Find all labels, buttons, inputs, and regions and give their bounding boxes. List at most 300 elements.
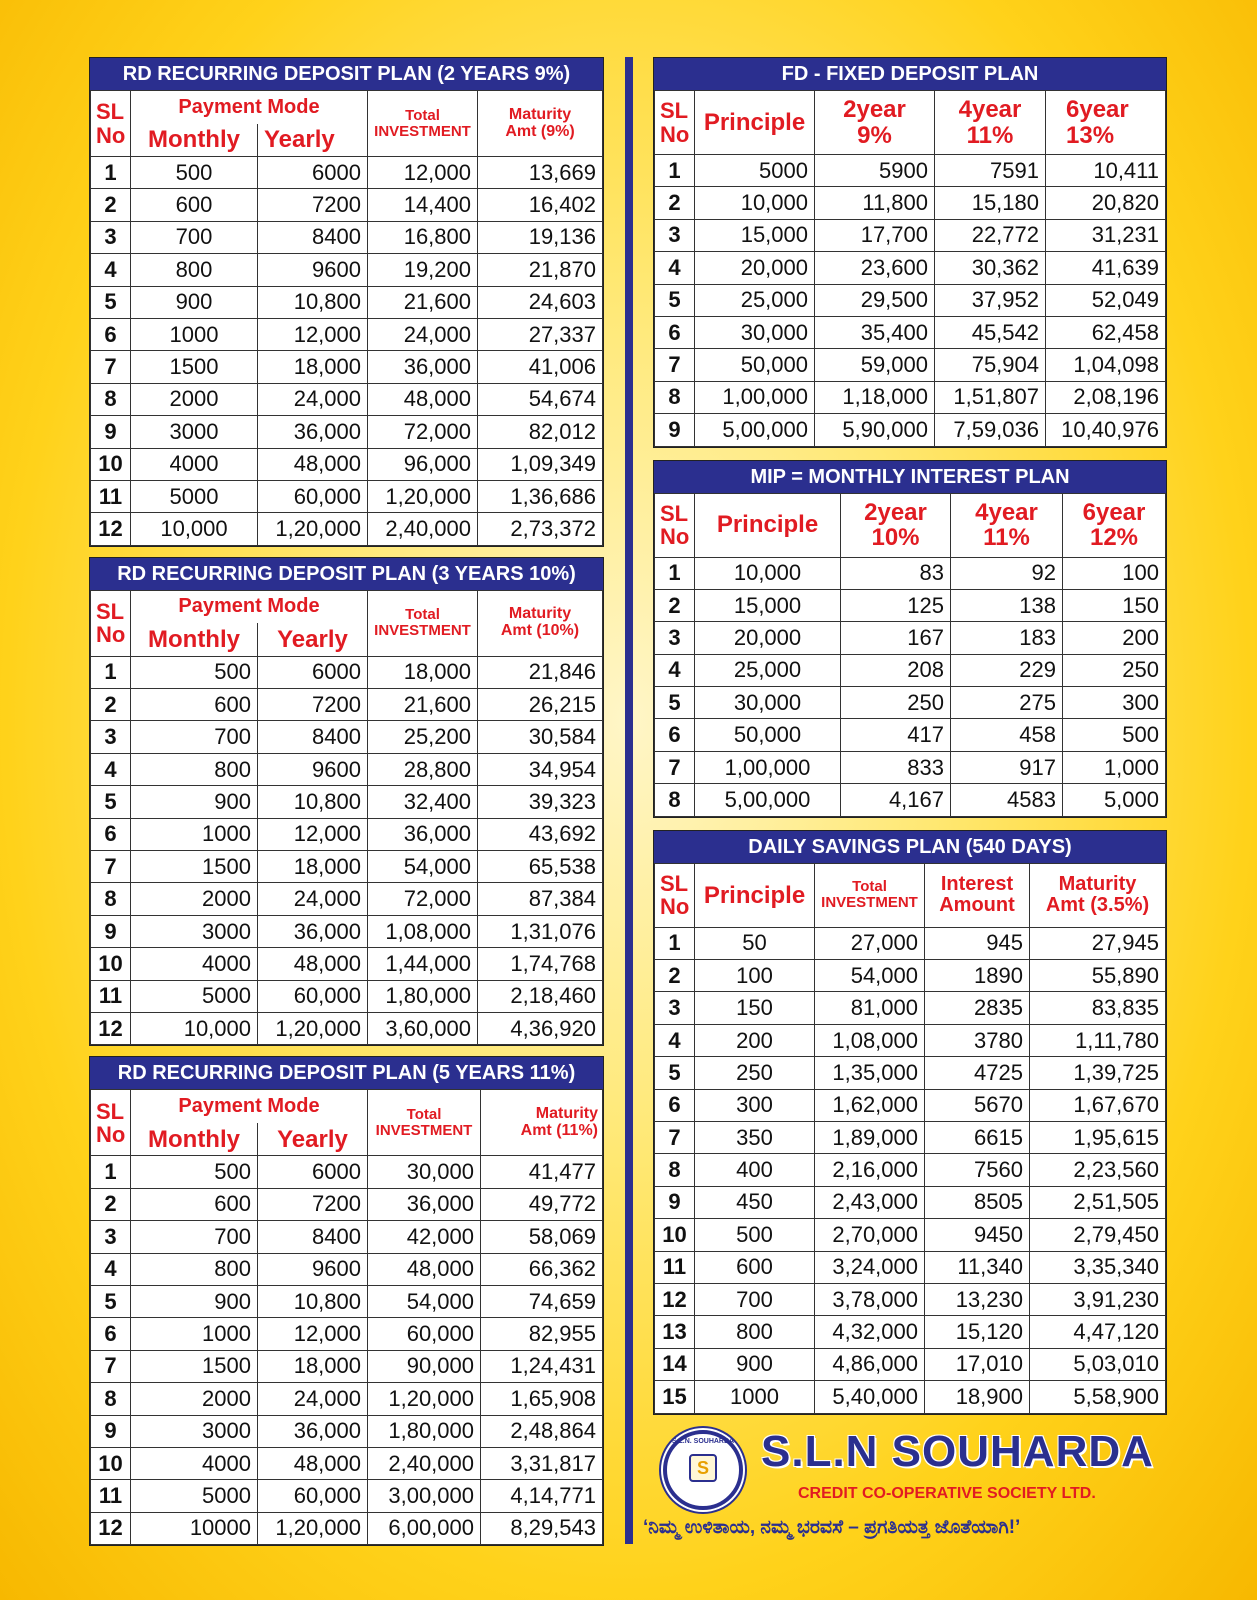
- table-cell: 3,31,817: [481, 1447, 603, 1479]
- plan-title: RD RECURRING DEPOSIT PLAN (2 YEARS 9%): [90, 58, 603, 90]
- serial-number-cell: 7: [91, 1350, 131, 1382]
- table-row: [91, 980, 603, 1012]
- table-row: [91, 1012, 603, 1044]
- table-cell: 3,24,000: [815, 1251, 925, 1283]
- table-cell: 36,000: [258, 416, 368, 448]
- table-cell: 66,362: [481, 1253, 603, 1285]
- serial-number-cell: 7: [655, 751, 695, 783]
- table-cell: 11,340: [925, 1251, 1030, 1283]
- table-cell: 2,43,000: [815, 1186, 925, 1218]
- table-cell: 15,000: [695, 589, 841, 621]
- serial-number-cell: 4: [655, 252, 695, 284]
- table-row: [91, 1318, 603, 1350]
- payment-mode-header: Payment Mode: [131, 1090, 368, 1123]
- serial-number-cell: 11: [655, 1251, 695, 1283]
- serial-number-cell: 8: [655, 1154, 695, 1186]
- table-cell: 200: [1063, 622, 1166, 654]
- serial-number-cell: 9: [91, 416, 131, 448]
- serial-number-cell: 5: [655, 1057, 695, 1089]
- sl-header: SL No: [655, 493, 695, 557]
- table-cell: 18,000: [258, 351, 368, 383]
- table-cell: 3,00,000: [368, 1480, 481, 1512]
- table-cell: 200: [695, 1024, 815, 1056]
- serial-number-cell: 10: [655, 1219, 695, 1251]
- table-cell: 9450: [925, 1219, 1030, 1251]
- total-investment-header: Total INVESTMENT: [815, 863, 925, 927]
- table-row: [655, 1089, 1166, 1121]
- table-cell: 1,11,780: [1030, 1024, 1166, 1056]
- table-cell: 500: [695, 1219, 815, 1251]
- table-cell: 21,870: [478, 254, 603, 286]
- table-cell: 15,000: [695, 219, 815, 251]
- table-cell: 945: [925, 927, 1030, 959]
- daily-savings-table: [654, 863, 1166, 1414]
- serial-number-cell: 9: [655, 1186, 695, 1218]
- table-cell: 12,000: [258, 318, 368, 350]
- brand-name: S.L.N SOUHARDA: [761, 1427, 1154, 1476]
- table-cell: 600: [131, 689, 258, 721]
- table-cell: 208: [841, 654, 951, 686]
- table-cell: 10,000: [131, 513, 258, 545]
- table-cell: 41,477: [481, 1156, 603, 1188]
- table-row: [91, 1415, 603, 1447]
- table-cell: 20,820: [1046, 187, 1166, 219]
- table-cell: 15,180: [935, 187, 1046, 219]
- plan-title: RD RECURRING DEPOSIT PLAN (3 YEARS 10%): [90, 558, 603, 590]
- monthly-header: Monthly: [131, 1123, 258, 1156]
- table-cell: 5000: [131, 1480, 258, 1512]
- table-cell: 1,00,000: [695, 751, 841, 783]
- table-cell: 18,900: [925, 1381, 1030, 1413]
- table-cell: 41,006: [478, 351, 603, 383]
- table-cell: 2,40,000: [368, 1447, 481, 1479]
- table-cell: 8400: [258, 1221, 368, 1253]
- table-cell: 29,500: [815, 284, 935, 316]
- serial-number-cell: 10: [91, 448, 131, 480]
- table-cell: 24,603: [478, 286, 603, 318]
- serial-number-cell: 5: [91, 286, 131, 318]
- maturity-header: Maturity Amt (10%): [478, 590, 603, 656]
- table-cell: 50,000: [695, 719, 841, 751]
- table-row: [91, 883, 603, 915]
- table-row: [91, 818, 603, 850]
- table-cell: 82,012: [478, 416, 603, 448]
- table-cell: 90,000: [368, 1350, 481, 1382]
- table-cell: 150: [1063, 589, 1166, 621]
- table-cell: 54,000: [815, 960, 925, 992]
- table-cell: 5,90,000: [815, 414, 935, 446]
- serial-number-cell: 6: [655, 719, 695, 751]
- mip-table: [654, 493, 1166, 817]
- left-column: [89, 57, 604, 1556]
- table-cell: 300: [1063, 687, 1166, 719]
- serial-number-cell: 10: [91, 1447, 131, 1479]
- serial-number-cell: 8: [91, 883, 131, 915]
- interest-amount-header: Interest Amount: [925, 863, 1030, 927]
- table-row: [655, 1024, 1166, 1056]
- table-cell: 500: [1063, 719, 1166, 751]
- table-cell: 500: [131, 1156, 258, 1188]
- table-cell: 5000: [695, 155, 815, 187]
- serial-number-cell: 3: [655, 992, 695, 1024]
- table-cell: 5000: [131, 480, 258, 512]
- sl-header: SL No: [655, 91, 695, 155]
- table-cell: 18,000: [258, 1350, 368, 1382]
- table-row: [655, 284, 1166, 316]
- table-row: [655, 557, 1166, 589]
- table-row: [91, 221, 603, 253]
- table-cell: 24,000: [258, 883, 368, 915]
- table-cell: 35,400: [815, 316, 935, 348]
- table-cell: 24,000: [258, 1383, 368, 1415]
- serial-number-cell: 1: [91, 1156, 131, 1188]
- table-cell: 13,669: [478, 157, 603, 189]
- table-cell: 14,400: [368, 189, 478, 221]
- table-cell: 400: [695, 1154, 815, 1186]
- brand-subtitle: CREDIT CO-OPERATIVE SOCIETY LTD.: [798, 1485, 1096, 1502]
- table-cell: 4583: [951, 784, 1063, 816]
- table-cell: 49,772: [481, 1188, 603, 1220]
- yearly-header: Yearly: [258, 623, 368, 656]
- table-cell: 917: [951, 751, 1063, 783]
- table-cell: 45,542: [935, 316, 1046, 348]
- serial-number-cell: 8: [655, 784, 695, 816]
- seal-emblem-icon: S: [689, 1454, 717, 1482]
- table-cell: 15,120: [925, 1316, 1030, 1348]
- table-row: [655, 687, 1166, 719]
- table-row: [91, 189, 603, 221]
- table-cell: 417: [841, 719, 951, 751]
- table-cell: 2,73,372: [478, 513, 603, 545]
- table-cell: 2,79,450: [1030, 1219, 1166, 1251]
- table-cell: 4000: [131, 1447, 258, 1479]
- table-cell: 900: [695, 1348, 815, 1380]
- table-cell: 59,000: [815, 349, 935, 381]
- table-cell: 3000: [131, 915, 258, 947]
- table-cell: 32,400: [368, 786, 478, 818]
- table-cell: 833: [841, 751, 951, 783]
- serial-number-cell: 8: [655, 381, 695, 413]
- table-cell: 1,24,431: [481, 1350, 603, 1382]
- serial-number-cell: 3: [91, 221, 131, 253]
- serial-number-cell: 6: [655, 316, 695, 348]
- table-row: [655, 381, 1166, 413]
- table-row: [91, 448, 603, 480]
- rd-3-year-table: [90, 590, 603, 1046]
- table-row: [91, 383, 603, 415]
- table-cell: 1,20,000: [258, 1512, 368, 1544]
- maturity-header: Maturity Amt (9%): [478, 91, 603, 157]
- table-row: [655, 927, 1166, 959]
- table-cell: 65,538: [478, 851, 603, 883]
- yearly-header: Yearly: [258, 124, 368, 157]
- table-cell: 13,230: [925, 1283, 1030, 1315]
- serial-number-cell: 8: [91, 383, 131, 415]
- table-cell: 30,000: [695, 687, 841, 719]
- sl-header: SL No: [91, 91, 131, 157]
- serial-number-cell: 15: [655, 1381, 695, 1413]
- table-cell: 350: [695, 1121, 815, 1153]
- table-cell: 700: [131, 721, 258, 753]
- table-cell: 16,800: [368, 221, 478, 253]
- table-row: [655, 1348, 1166, 1380]
- table-cell: 100: [695, 960, 815, 992]
- table-cell: 54,000: [368, 851, 478, 883]
- table-cell: 1000: [695, 1381, 815, 1413]
- table-cell: 900: [131, 786, 258, 818]
- table-cell: 36,000: [258, 915, 368, 947]
- table-cell: 229: [951, 654, 1063, 686]
- table-cell: 48,000: [368, 1253, 481, 1285]
- serial-number-cell: 1: [91, 157, 131, 189]
- table-row: [91, 786, 603, 818]
- table-cell: 4,86,000: [815, 1348, 925, 1380]
- table-cell: 24,000: [368, 318, 478, 350]
- table-cell: 1000: [131, 1318, 258, 1350]
- serial-number-cell: 1: [91, 656, 131, 688]
- table-cell: 150: [695, 992, 815, 1024]
- table-cell: 1500: [131, 851, 258, 883]
- table-cell: 1500: [131, 1350, 258, 1382]
- table-row: [91, 351, 603, 383]
- table-cell: 167: [841, 622, 951, 654]
- table-cell: 16,402: [478, 189, 603, 221]
- table-cell: 17,010: [925, 1348, 1030, 1380]
- table-row: [91, 416, 603, 448]
- table-cell: 41,639: [1046, 252, 1166, 284]
- table-cell: 183: [951, 622, 1063, 654]
- serial-number-cell: 4: [91, 1253, 131, 1285]
- table-cell: 4,32,000: [815, 1316, 925, 1348]
- table-cell: 2,16,000: [815, 1154, 925, 1186]
- table-cell: 24,000: [258, 383, 368, 415]
- table-cell: 2000: [131, 1383, 258, 1415]
- table-cell: 60,000: [258, 480, 368, 512]
- table-cell: 3000: [131, 1415, 258, 1447]
- table-row: [655, 719, 1166, 751]
- table-cell: 42,000: [368, 1221, 481, 1253]
- payment-mode-header: Payment Mode: [131, 91, 368, 124]
- table-row: [655, 1316, 1166, 1348]
- table-cell: 8400: [258, 221, 368, 253]
- table-cell: 5,58,900: [1030, 1381, 1166, 1413]
- table-row: [655, 1219, 1166, 1251]
- monthly-header: Monthly: [131, 623, 258, 656]
- table-cell: 19,200: [368, 254, 478, 286]
- serial-number-cell: 12: [91, 513, 131, 545]
- table-row: [91, 286, 603, 318]
- table-cell: 87,384: [478, 883, 603, 915]
- yearly-header: Yearly: [258, 1123, 368, 1156]
- table-cell: 1,62,000: [815, 1089, 925, 1121]
- table-row: [655, 1186, 1166, 1218]
- table-cell: 1,67,670: [1030, 1089, 1166, 1121]
- table-row: [91, 689, 603, 721]
- serial-number-cell: 9: [655, 414, 695, 446]
- serial-number-cell: 11: [91, 480, 131, 512]
- table-row: [655, 784, 1166, 816]
- serial-number-cell: 2: [655, 187, 695, 219]
- table-cell: 7,59,036: [935, 414, 1046, 446]
- serial-number-cell: 14: [655, 1348, 695, 1380]
- table-cell: 1,74,768: [478, 948, 603, 980]
- table-row: [655, 414, 1166, 446]
- serial-number-cell: 8: [91, 1383, 131, 1415]
- serial-number-cell: 4: [91, 753, 131, 785]
- serial-number-cell: 6: [655, 1089, 695, 1121]
- serial-number-cell: 6: [91, 1318, 131, 1350]
- table-cell: 1,31,076: [478, 915, 603, 947]
- total-investment-header: Total INVESTMENT: [368, 1090, 481, 1156]
- table-cell: 4,36,920: [478, 1012, 603, 1044]
- table-cell: 2,08,196: [1046, 381, 1166, 413]
- serial-number-cell: 11: [91, 980, 131, 1012]
- table-cell: 17,700: [815, 219, 935, 251]
- table-row: [655, 1154, 1166, 1186]
- table-cell: 4725: [925, 1057, 1030, 1089]
- 4year-header: 4year 11%: [935, 91, 1046, 155]
- serial-number-cell: 2: [655, 960, 695, 992]
- table-cell: 5900: [815, 155, 935, 187]
- table-cell: 10,000: [131, 1012, 258, 1044]
- table-cell: 3,60,000: [368, 1012, 478, 1044]
- table-cell: 1500: [131, 351, 258, 383]
- table-row: [91, 753, 603, 785]
- table-cell: 48,000: [258, 948, 368, 980]
- table-row: [655, 316, 1166, 348]
- table-cell: 600: [131, 189, 258, 221]
- table-cell: 1,36,686: [478, 480, 603, 512]
- table-cell: 700: [131, 1221, 258, 1253]
- table-cell: 1,000: [1063, 751, 1166, 783]
- serial-number-cell: 7: [655, 349, 695, 381]
- table-cell: 2,40,000: [368, 513, 478, 545]
- table-row: [91, 948, 603, 980]
- serial-number-cell: 5: [91, 1285, 131, 1317]
- table-cell: 8400: [258, 721, 368, 753]
- maturity-header: Maturity Amt (11%): [481, 1090, 603, 1156]
- table-cell: 300: [695, 1089, 815, 1121]
- table-cell: 125: [841, 589, 951, 621]
- table-cell: 83,835: [1030, 992, 1166, 1024]
- table-row: [655, 1121, 1166, 1153]
- table-cell: 8505: [925, 1186, 1030, 1218]
- table-cell: 48,000: [258, 1447, 368, 1479]
- table-cell: 1,39,725: [1030, 1057, 1166, 1089]
- 6year-header: 6year 12%: [1063, 493, 1166, 557]
- rd-5-year-table: [90, 1089, 603, 1545]
- table-cell: 1,20,000: [368, 1383, 481, 1415]
- rd-5-year-plan: [89, 1056, 604, 1546]
- table-cell: 43,692: [478, 818, 603, 850]
- total-investment-header: Total INVESTMENT: [368, 590, 478, 656]
- table-cell: 5,03,010: [1030, 1348, 1166, 1380]
- society-seal-logo: [663, 1430, 743, 1510]
- table-cell: 72,000: [368, 416, 478, 448]
- payment-mode-header: Payment Mode: [131, 590, 368, 623]
- table-cell: 1,89,000: [815, 1121, 925, 1153]
- table-cell: 10,000: [695, 187, 815, 219]
- table-cell: 1,20,000: [258, 1012, 368, 1044]
- table-cell: 1,09,349: [478, 448, 603, 480]
- serial-number-cell: 10: [91, 948, 131, 980]
- table-cell: 7200: [258, 689, 368, 721]
- table-row: [655, 654, 1166, 686]
- table-cell: 27,000: [815, 927, 925, 959]
- table-row: [91, 721, 603, 753]
- plan-title: FD - FIXED DEPOSIT PLAN: [654, 58, 1166, 90]
- serial-number-cell: 3: [91, 721, 131, 753]
- table-cell: 6000: [258, 656, 368, 688]
- table-cell: 20,000: [695, 252, 815, 284]
- serial-number-cell: 4: [91, 254, 131, 286]
- table-cell: 11,800: [815, 187, 935, 219]
- serial-number-cell: 7: [91, 351, 131, 383]
- table-cell: 2,48,864: [481, 1415, 603, 1447]
- table-cell: 58,069: [481, 1221, 603, 1253]
- table-row: [655, 187, 1166, 219]
- table-cell: 25,200: [368, 721, 478, 753]
- table-cell: 18,000: [258, 851, 368, 883]
- table-cell: 2,51,505: [1030, 1186, 1166, 1218]
- table-cell: 275: [951, 687, 1063, 719]
- brand-block: [643, 1425, 1173, 1555]
- table-cell: 21,846: [478, 656, 603, 688]
- table-cell: 2,70,000: [815, 1219, 925, 1251]
- seal-text: S.L.N. SOUHARDA: [671, 1438, 735, 1445]
- serial-number-cell: 12: [91, 1012, 131, 1044]
- table-cell: 1,08,000: [368, 915, 478, 947]
- table-cell: 10,800: [258, 1285, 368, 1317]
- table-cell: 9600: [258, 753, 368, 785]
- table-row: [655, 1283, 1166, 1315]
- table-row: [91, 513, 603, 545]
- table-row: [655, 960, 1166, 992]
- table-cell: 800: [131, 1253, 258, 1285]
- table-cell: 36,000: [258, 1415, 368, 1447]
- table-cell: 10,800: [258, 286, 368, 318]
- table-row: [655, 992, 1166, 1024]
- table-cell: 10,800: [258, 786, 368, 818]
- table-cell: 19,136: [478, 221, 603, 253]
- table-cell: 900: [131, 1285, 258, 1317]
- table-cell: 1,44,000: [368, 948, 478, 980]
- table-row: [91, 656, 603, 688]
- sl-header: SL No: [655, 863, 695, 927]
- serial-number-cell: 11: [91, 1480, 131, 1512]
- table-row: [91, 1221, 603, 1253]
- table-row: [655, 1057, 1166, 1089]
- serial-number-cell: 6: [91, 318, 131, 350]
- table-cell: 1890: [925, 960, 1030, 992]
- table-row: [91, 1480, 603, 1512]
- table-cell: 3,91,230: [1030, 1283, 1166, 1315]
- serial-number-cell: 2: [91, 189, 131, 221]
- plan-title: DAILY SAVINGS PLAN (540 DAYS): [654, 831, 1166, 863]
- table-cell: 12,000: [368, 157, 478, 189]
- table-cell: 21,600: [368, 689, 478, 721]
- fd-table: [654, 90, 1166, 447]
- table-cell: 96,000: [368, 448, 478, 480]
- principle-header: Principle: [695, 863, 815, 927]
- table-cell: 1,20,000: [258, 513, 368, 545]
- table-cell: 55,890: [1030, 960, 1166, 992]
- table-cell: 138: [951, 589, 1063, 621]
- table-cell: 37,952: [935, 284, 1046, 316]
- serial-number-cell: 3: [91, 1221, 131, 1253]
- table-cell: 4000: [131, 948, 258, 980]
- table-cell: 1,80,000: [368, 1415, 481, 1447]
